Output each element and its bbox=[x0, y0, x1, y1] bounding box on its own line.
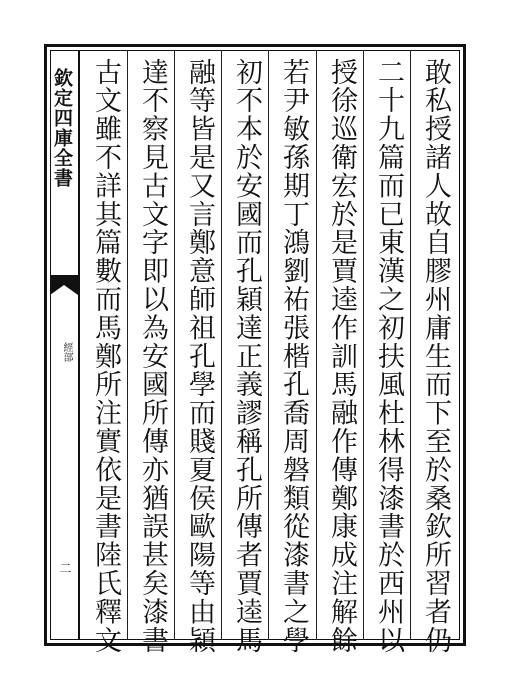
text-column-3: 授徐巡衛宏於是賈逵作訓馬融作傳鄭康成注解餘 bbox=[326, 58, 357, 655]
column-rule bbox=[127, 50, 128, 640]
column-rule bbox=[316, 50, 317, 640]
column-rule bbox=[268, 50, 269, 640]
column-rule bbox=[410, 50, 411, 640]
text-column-4: 若尹敏孫期丁鴻劉祐張楷孔喬周磐類從漆書之學 bbox=[278, 58, 309, 655]
text-column-8: 古文雖不詳其篇數而馬鄭所注實依是書陸氏釋文 bbox=[90, 58, 121, 655]
text-column-7: 達不察見古文字即以為安國所傳亦猶誤甚矣漆書 bbox=[137, 58, 168, 655]
text-column-1: 敢私授諸人故自膠州庸生而下至於桑欽所習者仍 bbox=[420, 58, 451, 655]
column-rule bbox=[363, 50, 364, 640]
margin-page-number: 二 bbox=[58, 562, 72, 574]
text-column-5: 初不本於安國而孔穎達正義謬稱孔所傳者賈逵馬 bbox=[231, 58, 262, 655]
margin-title: 欽定四庫全書 bbox=[51, 68, 73, 188]
margin-section: 經部 bbox=[61, 342, 72, 362]
text-column-6: 融等皆是又言鄭意師祖孔學而賤夏侯歐陽等由穎 bbox=[184, 58, 215, 655]
column-rule bbox=[221, 50, 222, 640]
fish-tail-mark-icon bbox=[50, 275, 78, 295]
text-columns bbox=[80, 50, 460, 655]
margin-strip bbox=[50, 50, 80, 640]
column-rule bbox=[174, 50, 175, 640]
text-column-2: 二十九篇而已東漢之初扶風杜林得漆書於西州以 bbox=[373, 58, 404, 655]
